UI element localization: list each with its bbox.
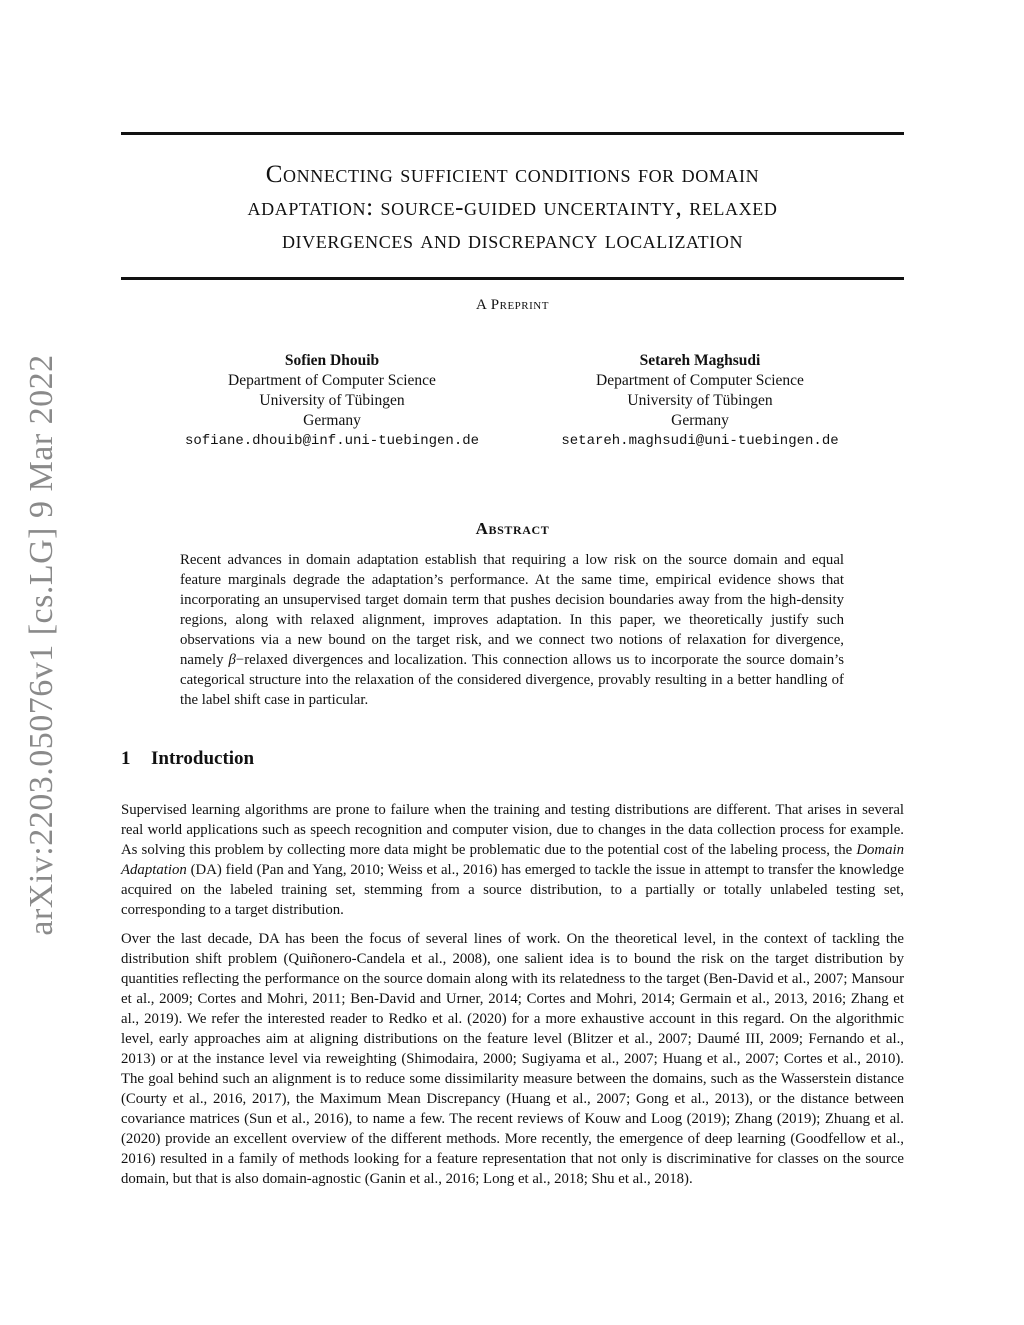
- author-block-2: [510, 351, 890, 451]
- title-line: Connecting sufficient conditions for domain: [265, 161, 760, 188]
- author-country: Germany: [303, 412, 361, 429]
- author-name: Sofien Dhouib: [284, 352, 380, 369]
- abstract-text-part: Recent advances in domain adaptation establish that requiring a low risk on the source domain and equal feature marginals degrade the adaptation’s performance. At the same time, empirical evidence shows that incorporating an unsupervised target domain term that pushes decision boundaries away from the high-density regions, along with relaxed alignment, improves adaptation. In this paper, we theoretically justify such observations via a new bound on the target risk, and we connect two notions of relaxation for divergence, namely: [180, 552, 844, 668]
- author-email: sofiane.dhouib@inf.uni-tuebingen.de: [184, 433, 480, 449]
- abstract-text: [180, 550, 844, 710]
- section-heading-introduction: [121, 748, 254, 770]
- abstract-text-part: −relaxed divergences and localization. This connection allows us to incorporate the source domain’s categorical structure into the relaxation of the considered divergence, provably resulting in a better handling of the label shift case in particular.: [180, 652, 845, 708]
- section-number: 1: [121, 748, 131, 769]
- arxiv-identifier: arXiv:2203.05076v1 [cs.LG] 9 Mar 2022: [23, 354, 60, 936]
- title-line: adaptation: source-guided uncertainty, relaxed: [247, 194, 778, 221]
- beta-symbol: β: [228, 652, 236, 668]
- paper-title: [121, 158, 904, 257]
- author-name: Setareh Maghsudi: [639, 352, 761, 369]
- preprint-label: A Preprint: [476, 297, 549, 313]
- title-line: divergences and discrepancy localization: [281, 227, 744, 254]
- author-university: University of Tübingen: [627, 392, 773, 409]
- author-department: Department of Computer Science: [228, 372, 436, 389]
- author-block-1: [142, 351, 522, 451]
- author-email: setareh.maghsudi@uni-tuebingen.de: [561, 433, 839, 449]
- abstract-heading: Abstract: [475, 519, 550, 538]
- intro-paragraph-2: Over the last decade, DA has been the focus of several lines of work. On the theoretical level, in the context of tackling the distribution shift problem (Quiñonero-Candela et al., 2008), one salient idea is to bound the risk on the target distribution by quantities reflecting the performance on the source domain along with its relatedness to the target (Ben-David et al., 2007; Mansour et al., 2009; Cortes and Mohri, 2011; Ben-David and Urner, 2014; Cortes and Mohri, 2014; Germain et al., 2013, 2016; Zhang et al., 2019). We refer the interested reader to Redko et al. (2020) for a more exhaustive account in this regard. On the algorithmic level, early approaches aim at aligning distributions on the feature level (Blitzer et al., 2007; Daumé III, 2009; Fernando et al., 2013) or at the instance level via reweighting (Shimodaira, 2000; Sugiyama et al., 2007; Huang et al., 2007; Cortes et al., 2010). The goal behind such an alignment is to reduce some dissimilarity measure between the domains, such as the Wasserstein distance (Courty et al., 2016, 2017), the Maximum Mean Discrepancy (Huang et al., 2007; Gong et al., 2013), or the distance between covariance matrices (Sun et al., 2016), to name a few. The recent reviews of Kouw and Loog (2019); Zhang (2019); Zhuang et al. (2020) provide an excellent overview of the different methods. More recently, the emergence of deep learning (Goodfellow et al., 2016) resulted in a family of methods looking for a feature representation that not only is discriminative for classes on the source domain, but that is also domain-agnostic (Ganin et al., 2016; Long et al., 2018; Shu et al., 2018).: [121, 931, 904, 1187]
- author-university: University of Tübingen: [259, 392, 405, 409]
- author-country: Germany: [671, 412, 729, 429]
- title-rule-top: [121, 132, 904, 135]
- paragraph-text: (DA) field (Pan and Yang, 2010; Weiss et al., 2016) has emerged to tackle the issue in attempt to transfer the knowledge acquired on the labeled training set, stemming from a source distribution, to a partially or totally unlabeled testing set, corresponding to a target distribution.: [121, 862, 904, 918]
- intro-paragraph-1: [121, 800, 904, 920]
- title-rule-bottom: [121, 277, 904, 280]
- emphasized-term: Domain Adaptation: [121, 842, 904, 878]
- section-title: Introduction: [151, 748, 255, 769]
- paragraph-text: Supervised learning algorithms are prone to failure when the training and testing distributions are different. That arises in several real world applications such as speech recognition and computer vision, due to changes in the data collection process for example. As solving this problem by collecting more data might be problematic due to the potential cost of the labeling process, the: [121, 802, 904, 858]
- author-department: Department of Computer Science: [596, 372, 804, 389]
